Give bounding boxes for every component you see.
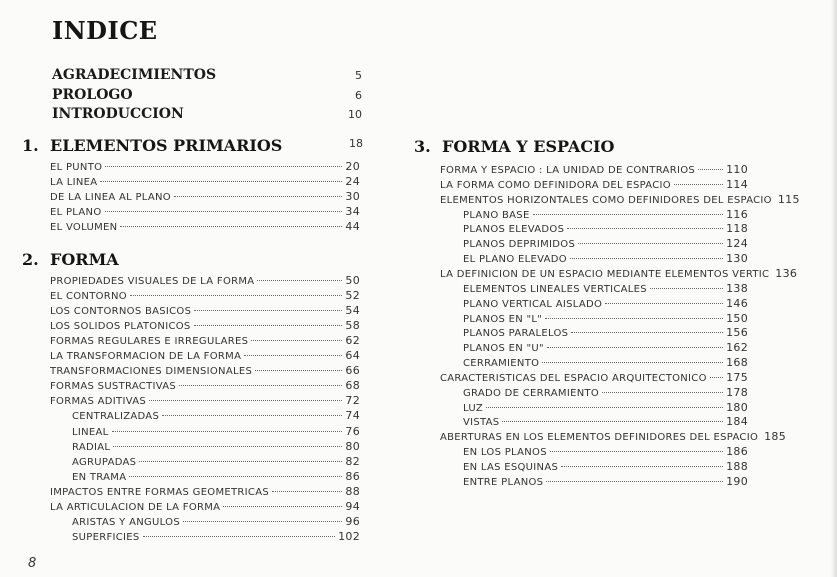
entry-page: 74	[345, 409, 360, 423]
entry-page: 44	[345, 220, 360, 234]
toc-entry[interactable]	[440, 430, 787, 444]
entry-label: ELEMENTOS LINEALES VERTICALES	[463, 283, 647, 295]
entry-page: 58	[345, 319, 360, 333]
entry-label: RADIAL	[72, 441, 111, 453]
dot-leader	[545, 318, 723, 319]
entry-label: PLANOS EN "U"	[463, 343, 544, 355]
entry-page: 124	[726, 237, 748, 251]
dot-leader	[486, 407, 723, 408]
entry-label: EL VOLUMEN	[50, 222, 118, 234]
section-page: 18	[349, 137, 363, 150]
section-heading[interactable]	[22, 250, 119, 269]
toc-entry[interactable]	[463, 222, 748, 236]
entry-label: LA DEFINICION DE UN ESPACIO MEDIANTE ELEMENTOS VERTIC	[440, 268, 770, 280]
dot-leader	[698, 169, 723, 170]
entry-label: PLANO VERTICAL AISLADO	[463, 298, 603, 310]
entry-label: ARISTAS Y ANGULOS	[72, 516, 180, 528]
book-spine-shadow	[831, 0, 837, 577]
dot-leader	[130, 295, 342, 296]
dot-leader	[533, 214, 724, 215]
section-title: FORMA	[50, 250, 119, 269]
entry-label: LOS CONTORNOS BASICOS	[50, 306, 192, 318]
toc-entry[interactable]	[72, 455, 360, 469]
front-matter-entry[interactable]	[52, 67, 362, 83]
toc-entry[interactable]	[440, 178, 748, 192]
section-heading[interactable]	[414, 137, 614, 156]
toc-entry[interactable]	[72, 425, 360, 439]
entry-label: LINEAL	[72, 426, 109, 438]
section-heading[interactable]	[22, 136, 282, 155]
entry-page: 24	[345, 175, 360, 189]
toc-entry[interactable]	[72, 530, 360, 544]
entry-page: 20	[345, 160, 360, 173]
toc-entry[interactable]	[463, 297, 748, 311]
toc-entry[interactable]	[50, 205, 360, 219]
dot-leader	[570, 258, 723, 259]
entry-page: 190	[726, 474, 748, 488]
entry-label: ENTRE PLANOS	[463, 476, 544, 488]
dot-leader	[223, 506, 342, 507]
entry-label: LA LINEA	[50, 177, 98, 189]
entry-page: 6	[355, 89, 362, 102]
entry-page: 178	[726, 385, 748, 399]
dot-leader	[149, 400, 342, 401]
entry-label: FORMAS REGULARES E IRREGULARES	[50, 336, 249, 348]
dot-leader	[162, 415, 342, 416]
toc-entry[interactable]	[50, 364, 360, 378]
section-title: ELEMENTOS PRIMARIOS	[50, 136, 283, 155]
dot-leader	[602, 392, 723, 393]
entry-page: 136	[775, 266, 798, 280]
section-number: 2.	[22, 250, 39, 269]
entry-page: 76	[345, 424, 360, 438]
entry-page: 138	[726, 281, 748, 295]
entry-page: 185	[764, 430, 787, 444]
dot-leader	[105, 166, 342, 167]
entry-label: FORMAS ADITIVAS	[50, 396, 147, 408]
toc-entry[interactable]	[463, 326, 748, 340]
toc-entry[interactable]	[50, 379, 360, 393]
entry-page: 180	[726, 400, 748, 414]
front-matter-entry[interactable]	[52, 87, 362, 103]
toc-entry[interactable]	[72, 515, 360, 529]
entry-page: 54	[345, 304, 360, 318]
entry-page: 116	[726, 207, 748, 221]
dot-leader	[244, 355, 342, 356]
entry-page: 10	[348, 108, 362, 121]
section-number: 3.	[414, 137, 431, 156]
entry-page: 102	[338, 529, 360, 543]
toc-entry[interactable]	[50, 220, 360, 234]
entry-label: VISTAS	[463, 417, 500, 429]
dot-leader	[542, 362, 723, 363]
entry-label: ABERTURAS EN LOS ELEMENTOS DEFINIDORES DEL ESPACIO	[440, 432, 759, 444]
entry-label: PLANOS PARALELOS	[463, 328, 569, 340]
section-title: FORMA Y ESPACIO	[442, 137, 615, 156]
dot-leader	[105, 211, 343, 212]
entry-page: 150	[726, 311, 748, 325]
entry-label: LOS SOLIDOS PLATONICOS	[50, 321, 191, 333]
dot-leader	[578, 243, 723, 244]
toc-entry[interactable]	[50, 175, 360, 189]
entry-label: CARACTERISTICAS DEL ESPACIO ARQUITECTONICO	[440, 372, 707, 384]
entry-page: 50	[345, 274, 360, 287]
entry-page: 186	[726, 445, 748, 459]
toc-entry[interactable]	[50, 485, 360, 499]
dot-leader	[100, 181, 342, 182]
entry-page: 114	[726, 177, 748, 191]
toc-entry[interactable]	[72, 440, 360, 454]
toc-entry[interactable]	[50, 394, 360, 408]
dot-leader	[179, 385, 342, 386]
toc-entry[interactable]	[50, 304, 360, 318]
entry-label: INTRODUCCION	[52, 106, 184, 122]
toc-entry[interactable]	[463, 312, 748, 326]
dot-leader	[546, 481, 723, 482]
entry-label: PLANOS EN "L"	[463, 313, 543, 325]
entry-label: EL CONTORNO	[50, 291, 127, 303]
toc-entry[interactable]	[463, 252, 748, 266]
dot-leader	[650, 288, 723, 289]
dot-leader	[139, 461, 342, 462]
dot-leader	[255, 370, 342, 371]
toc-entry[interactable]	[72, 470, 360, 484]
toc-entry[interactable]	[440, 192, 800, 207]
entry-label: ELEMENTOS HORIZONTALES COMO DEFINIDORES DEL ESPACIO	[440, 194, 772, 206]
entry-label: AGRADECIMIENTOS	[52, 67, 217, 83]
entry-label: PLANO BASE	[463, 209, 530, 221]
entry-label: AGRUPADAS	[72, 456, 137, 468]
entry-page: 184	[726, 415, 748, 429]
toc-entry[interactable]	[463, 386, 748, 400]
entry-page: 66	[345, 364, 360, 378]
entry-label: LUZ	[463, 402, 483, 414]
toc-entry[interactable]	[463, 282, 748, 296]
toc-entry[interactable]	[463, 341, 748, 355]
entry-page: 146	[726, 296, 748, 310]
entry-page: 168	[726, 356, 748, 370]
entry-page: 118	[726, 222, 748, 236]
toc-entry[interactable]	[463, 208, 748, 222]
dot-leader	[272, 491, 342, 492]
toc-entry[interactable]	[440, 371, 748, 385]
toc-entry[interactable]	[50, 160, 360, 174]
entry-label: IMPACTOS ENTRE FORMAS GEOMETRICAS	[50, 486, 270, 498]
dot-leader	[143, 536, 336, 537]
dot-leader	[129, 476, 342, 477]
entry-page: 62	[345, 334, 360, 348]
dot-leader	[194, 310, 342, 311]
entry-label: FORMA Y ESPACIO : LA UNIDAD DE CONTRARIOS	[440, 165, 696, 176]
toc-entry[interactable]	[50, 319, 360, 333]
dot-leader	[710, 377, 723, 378]
entry-page: 175	[726, 370, 748, 384]
entry-page: 94	[345, 499, 360, 513]
entry-page: 82	[345, 454, 360, 468]
dot-leader	[112, 431, 343, 432]
entry-page: 64	[345, 349, 360, 363]
dot-leader	[502, 421, 723, 422]
entry-label: DE LA LINEA AL PLANO	[50, 192, 171, 204]
toc-entry[interactable]	[50, 349, 360, 363]
entry-label: FORMAS SUSTRACTIVAS	[50, 381, 177, 393]
entry-label: EL PLANO	[50, 207, 102, 219]
dot-leader	[567, 228, 723, 229]
entry-label: TRANSFORMACIONES DIMENSIONALES	[50, 366, 253, 378]
dot-leader	[257, 280, 342, 281]
entry-label: EN TRAMA	[72, 471, 127, 483]
entry-label: EL PUNTO	[50, 162, 103, 173]
entry-page: 34	[345, 205, 360, 219]
toc-entry[interactable]	[440, 266, 798, 281]
toc-entry[interactable]	[463, 401, 748, 415]
entry-label: LA FORMA COMO DEFINIDORA DEL ESPACIO	[440, 179, 671, 191]
entry-label: EN LAS ESQUINAS	[463, 462, 559, 473]
toc-entry[interactable]	[440, 163, 748, 177]
toc-entry[interactable]	[463, 415, 748, 429]
entry-page: 115	[777, 192, 800, 206]
entry-page: 80	[345, 439, 360, 453]
dot-leader	[550, 451, 723, 452]
toc-entry[interactable]	[50, 190, 360, 204]
entry-label: LA TRANSFORMACION DE LA FORMA	[50, 351, 242, 363]
entry-page: 52	[345, 289, 360, 303]
entry-label: GRADO DE CERRAMIENTO	[463, 387, 600, 399]
entry-label: CERRAMIENTO	[463, 358, 540, 370]
entry-label: EN LOS PLANOS	[463, 447, 547, 459]
dot-leader	[605, 303, 723, 304]
index-title: INDICE	[52, 16, 158, 45]
entry-page: 156	[726, 326, 748, 340]
entry-label: PROPIEDADES VISUALES DE LA FORMA	[50, 276, 255, 287]
entry-label: EL PLANO ELEVADO	[463, 254, 567, 266]
toc-entry[interactable]	[50, 274, 360, 288]
toc-entry[interactable]	[72, 409, 360, 423]
section-number: 1.	[22, 136, 39, 155]
dot-leader	[174, 196, 342, 197]
entry-page: 68	[345, 379, 360, 393]
front-matter-entry[interactable]	[52, 106, 362, 122]
entry-page: 96	[345, 514, 360, 528]
entry-page: 110	[726, 163, 748, 176]
entry-label: PLANOS DEPRIMIDOS	[463, 239, 576, 251]
entry-label: PLANOS ELEVADOS	[463, 224, 565, 236]
dot-leader	[120, 226, 342, 227]
entry-page: 30	[345, 190, 360, 204]
dot-leader	[194, 325, 343, 326]
entry-page: 5	[355, 69, 362, 82]
entry-label: CENTRALIZADAS	[72, 411, 160, 423]
toc-entry[interactable]	[463, 475, 748, 489]
dot-leader	[113, 446, 342, 447]
toc-entry[interactable]	[50, 500, 360, 514]
dot-leader	[674, 184, 723, 185]
toc-entry[interactable]	[50, 289, 360, 303]
toc-entry[interactable]	[463, 445, 748, 459]
dot-leader	[251, 340, 342, 341]
entry-page: 88	[345, 484, 360, 498]
entry-page: 188	[726, 460, 748, 473]
dot-leader	[561, 466, 723, 467]
toc-entry[interactable]	[463, 237, 748, 251]
entry-page: 162	[726, 341, 748, 355]
dot-leader	[547, 347, 723, 348]
entry-label: SUPERFICIES	[72, 531, 140, 543]
toc-entry[interactable]	[463, 460, 748, 474]
entry-page: 130	[726, 252, 748, 266]
dot-leader	[183, 521, 342, 522]
page-number: 8	[28, 556, 37, 571]
entry-page: 86	[345, 469, 360, 483]
toc-entry[interactable]	[463, 356, 748, 370]
dot-leader	[571, 332, 723, 333]
toc-entry[interactable]	[50, 334, 360, 348]
entry-label: PROLOGO	[52, 87, 133, 103]
entry-label: LA ARTICULACION DE LA FORMA	[50, 501, 221, 513]
entry-page: 72	[345, 394, 360, 408]
